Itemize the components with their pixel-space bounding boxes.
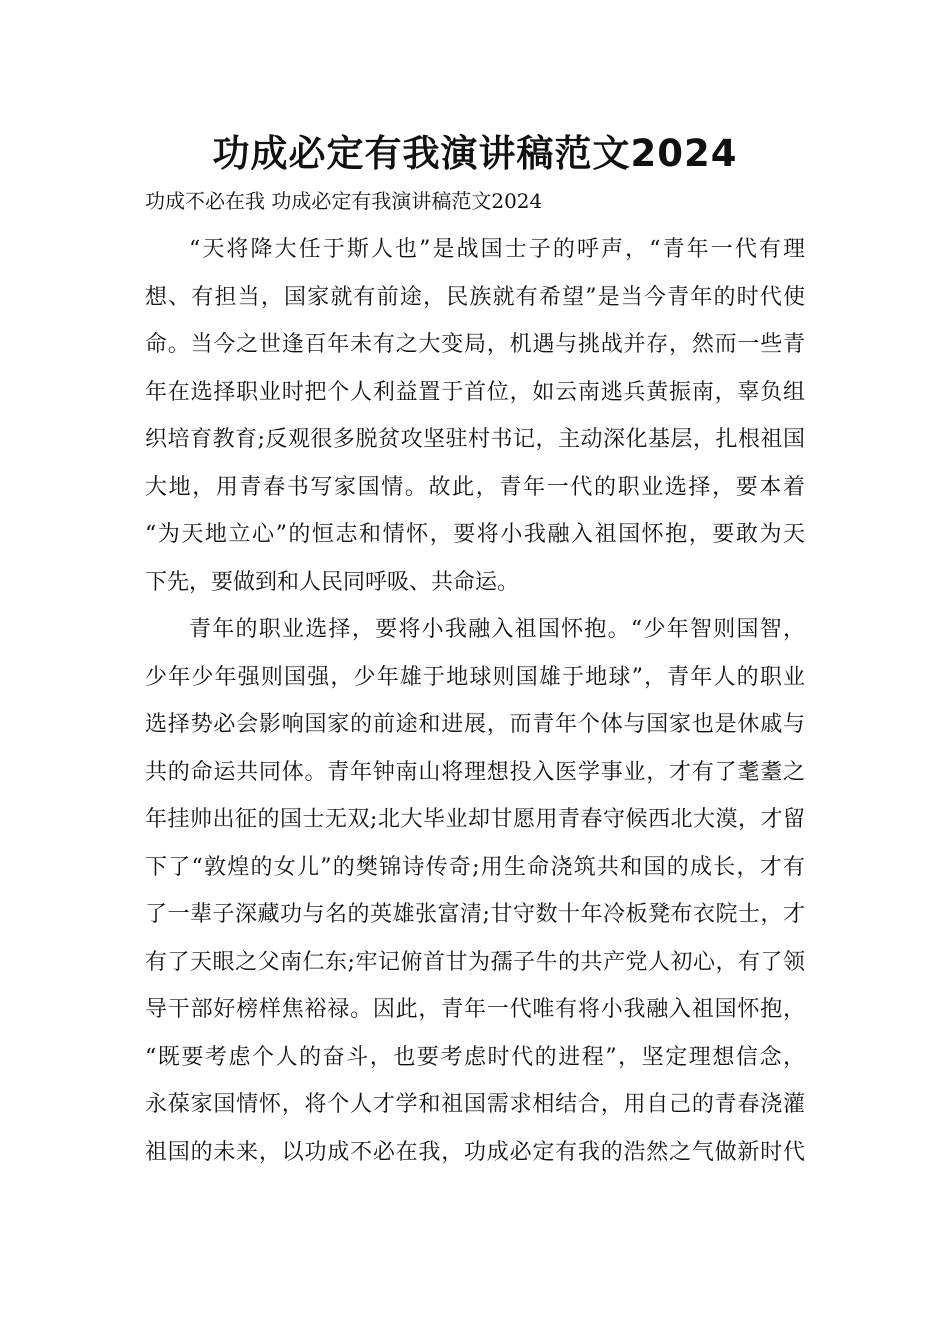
- paragraph-line: “既要考虑个人的奋斗，也要考虑时代的进程”，坚定理想信念，: [145, 1044, 805, 1070]
- document-body: [145, 226, 805, 1176]
- paragraph-line: 命。当今之世逢百年未有之大变局，机遇与挑战并存，然而一些青: [145, 332, 805, 357]
- document-subtitle: 功成不必在我 功成必定有我演讲稿范文2024: [145, 189, 543, 213]
- paragraph-line: “天将降大任于斯人也”是战国士子的呼声，“青年一代有理: [189, 237, 805, 262]
- paragraph-line: 少年少年强则国强，少年雄于地球则国雄于地球”，青年人的职业: [145, 664, 805, 690]
- paragraph-line: 永葆家国情怀，将个人才学和祖国需求相结合，用自己的青春浇灌: [145, 1092, 805, 1117]
- document-title: 功成必定有我演讲稿范文2024: [212, 132, 738, 175]
- paragraph-line: 下了“敦煌的女儿”的樊锦诗传奇;用生命浇筑共和国的成长，才有: [145, 854, 805, 880]
- paragraph-line: 有了天眼之父南仁东;牢记俯首甘为孺子牛的共产党人初心，有了领: [145, 949, 805, 975]
- paragraph-line: 青年的职业选择，要将小我融入祖国怀抱。“少年智则国智，: [189, 617, 805, 642]
- paragraph-line: 导干部好榜样焦裕禄。因此，青年一代唯有将小我融入祖国怀抱，: [145, 997, 805, 1022]
- paragraph-line: 下先，要做到和人民同呼吸、共命运。: [145, 569, 520, 595]
- paragraph-line: 选择势必会影响国家的前途和进展，而青年个体与国家也是休戚与: [145, 712, 805, 737]
- paragraph-line: 年在选择职业时把个人利益置于首位，如云南逃兵黄振南，辜负组: [145, 379, 805, 405]
- paragraph-1: [145, 226, 805, 606]
- paragraph-line: 祖国的未来，以功成不必在我，功成必定有我的浩然之气做新时代: [145, 1139, 805, 1165]
- paragraph-line: 织培育教育;反观很多脱贫攻坚驻村书记，主动深化基层，扎根祖国: [145, 427, 805, 452]
- paragraph-line: 大地，用青春书写家国情。故此，青年一代的职业选择，要本着: [145, 474, 805, 500]
- paragraph-line: 共的命运共同体。青年钟南山将理想投入医学事业，才有了耄耋之: [145, 759, 805, 785]
- paragraph-line: 想、有担当，国家就有前途，民族就有希望”是当今青年的时代使: [145, 284, 805, 310]
- paragraph-line: 年挂帅出征的国士无双;北大毕业却甘愿用青春守候西北大漠，才留: [145, 807, 805, 832]
- paragraph-line: “为天地立心”的恒志和情怀，要将小我融入祖国怀抱，要敢为天: [145, 522, 805, 547]
- paragraph-2: [145, 606, 805, 1176]
- paragraph-line: 了一辈子深藏功与名的英雄张富清;甘守数十年冷板凳布衣院士，才: [145, 902, 805, 927]
